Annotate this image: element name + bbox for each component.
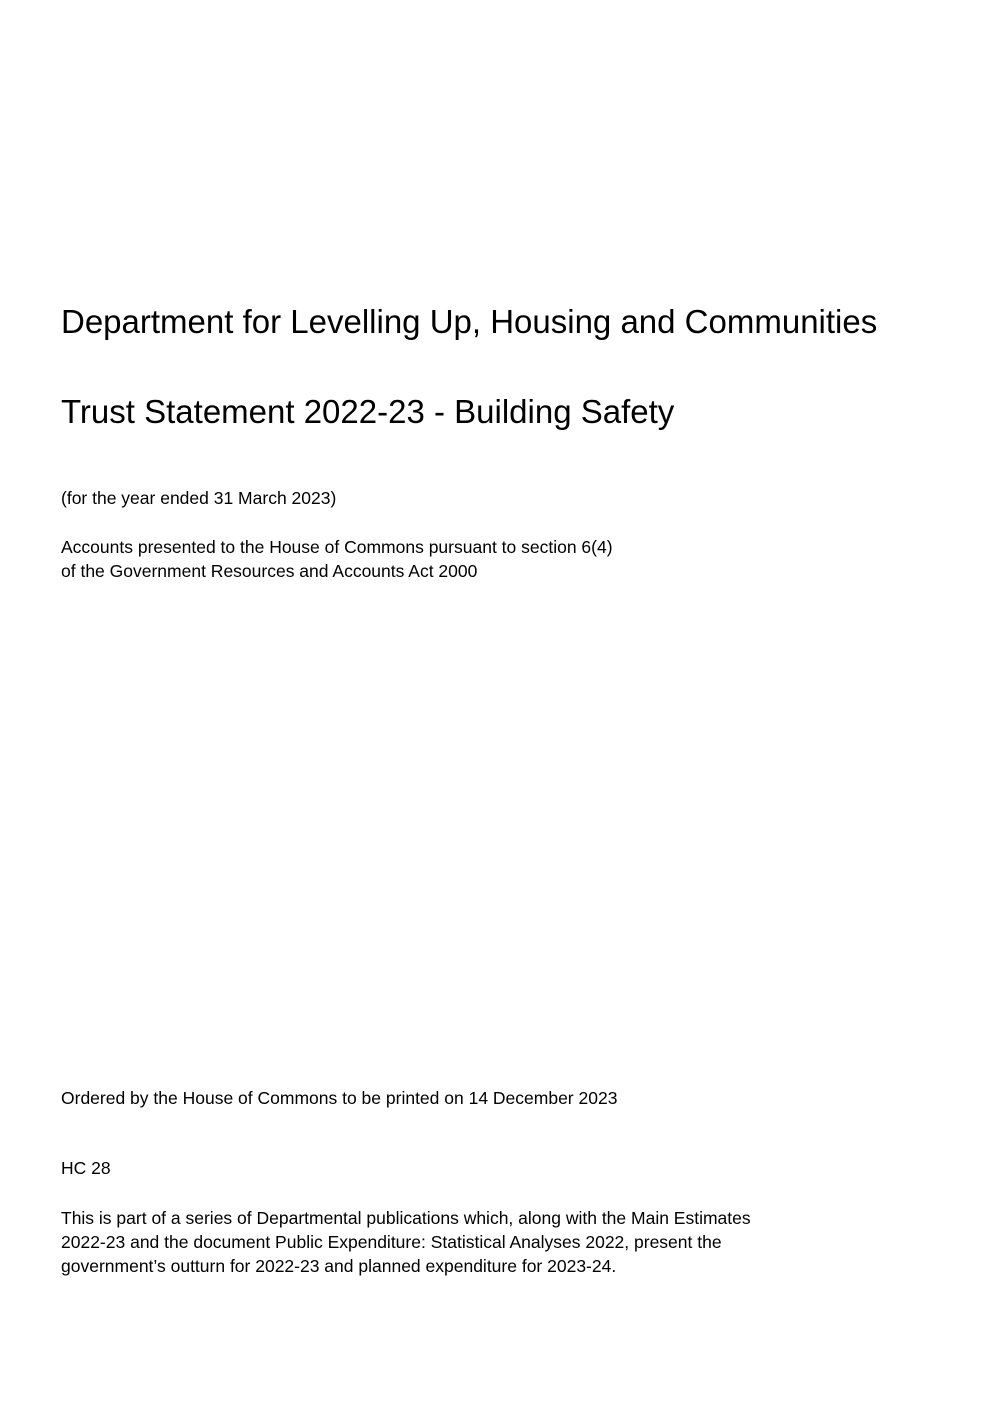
series-line: 2022-23 and the document Public Expenditure: Statistical Analyses 2022, present the: [61, 1232, 722, 1252]
series-line: This is part of a series of Departmental publications which, along with the Main Estimates: [61, 1208, 751, 1228]
series-line: government’s outturn for 2022-23 and planned expenditure for 2023-24.: [61, 1256, 617, 1276]
period-text: (for the year ended 31 March 2023): [61, 488, 337, 508]
document-title: Department for Levelling Up, Housing and Communities: [61, 303, 878, 340]
ordered-text: Ordered by the House of Commons to be printed on 14 December 2023: [61, 1088, 618, 1108]
presented-line: of the Government Resources and Accounts Act 2000: [61, 561, 478, 581]
hc-number: HC 28: [61, 1158, 111, 1178]
presented-text: [61, 535, 613, 583]
document-subtitle: Trust Statement 2022-23 - Building Safety: [61, 393, 675, 430]
series-text: [61, 1206, 751, 1278]
presented-line: Accounts presented to the House of Commons pursuant to section 6(4): [61, 537, 613, 557]
